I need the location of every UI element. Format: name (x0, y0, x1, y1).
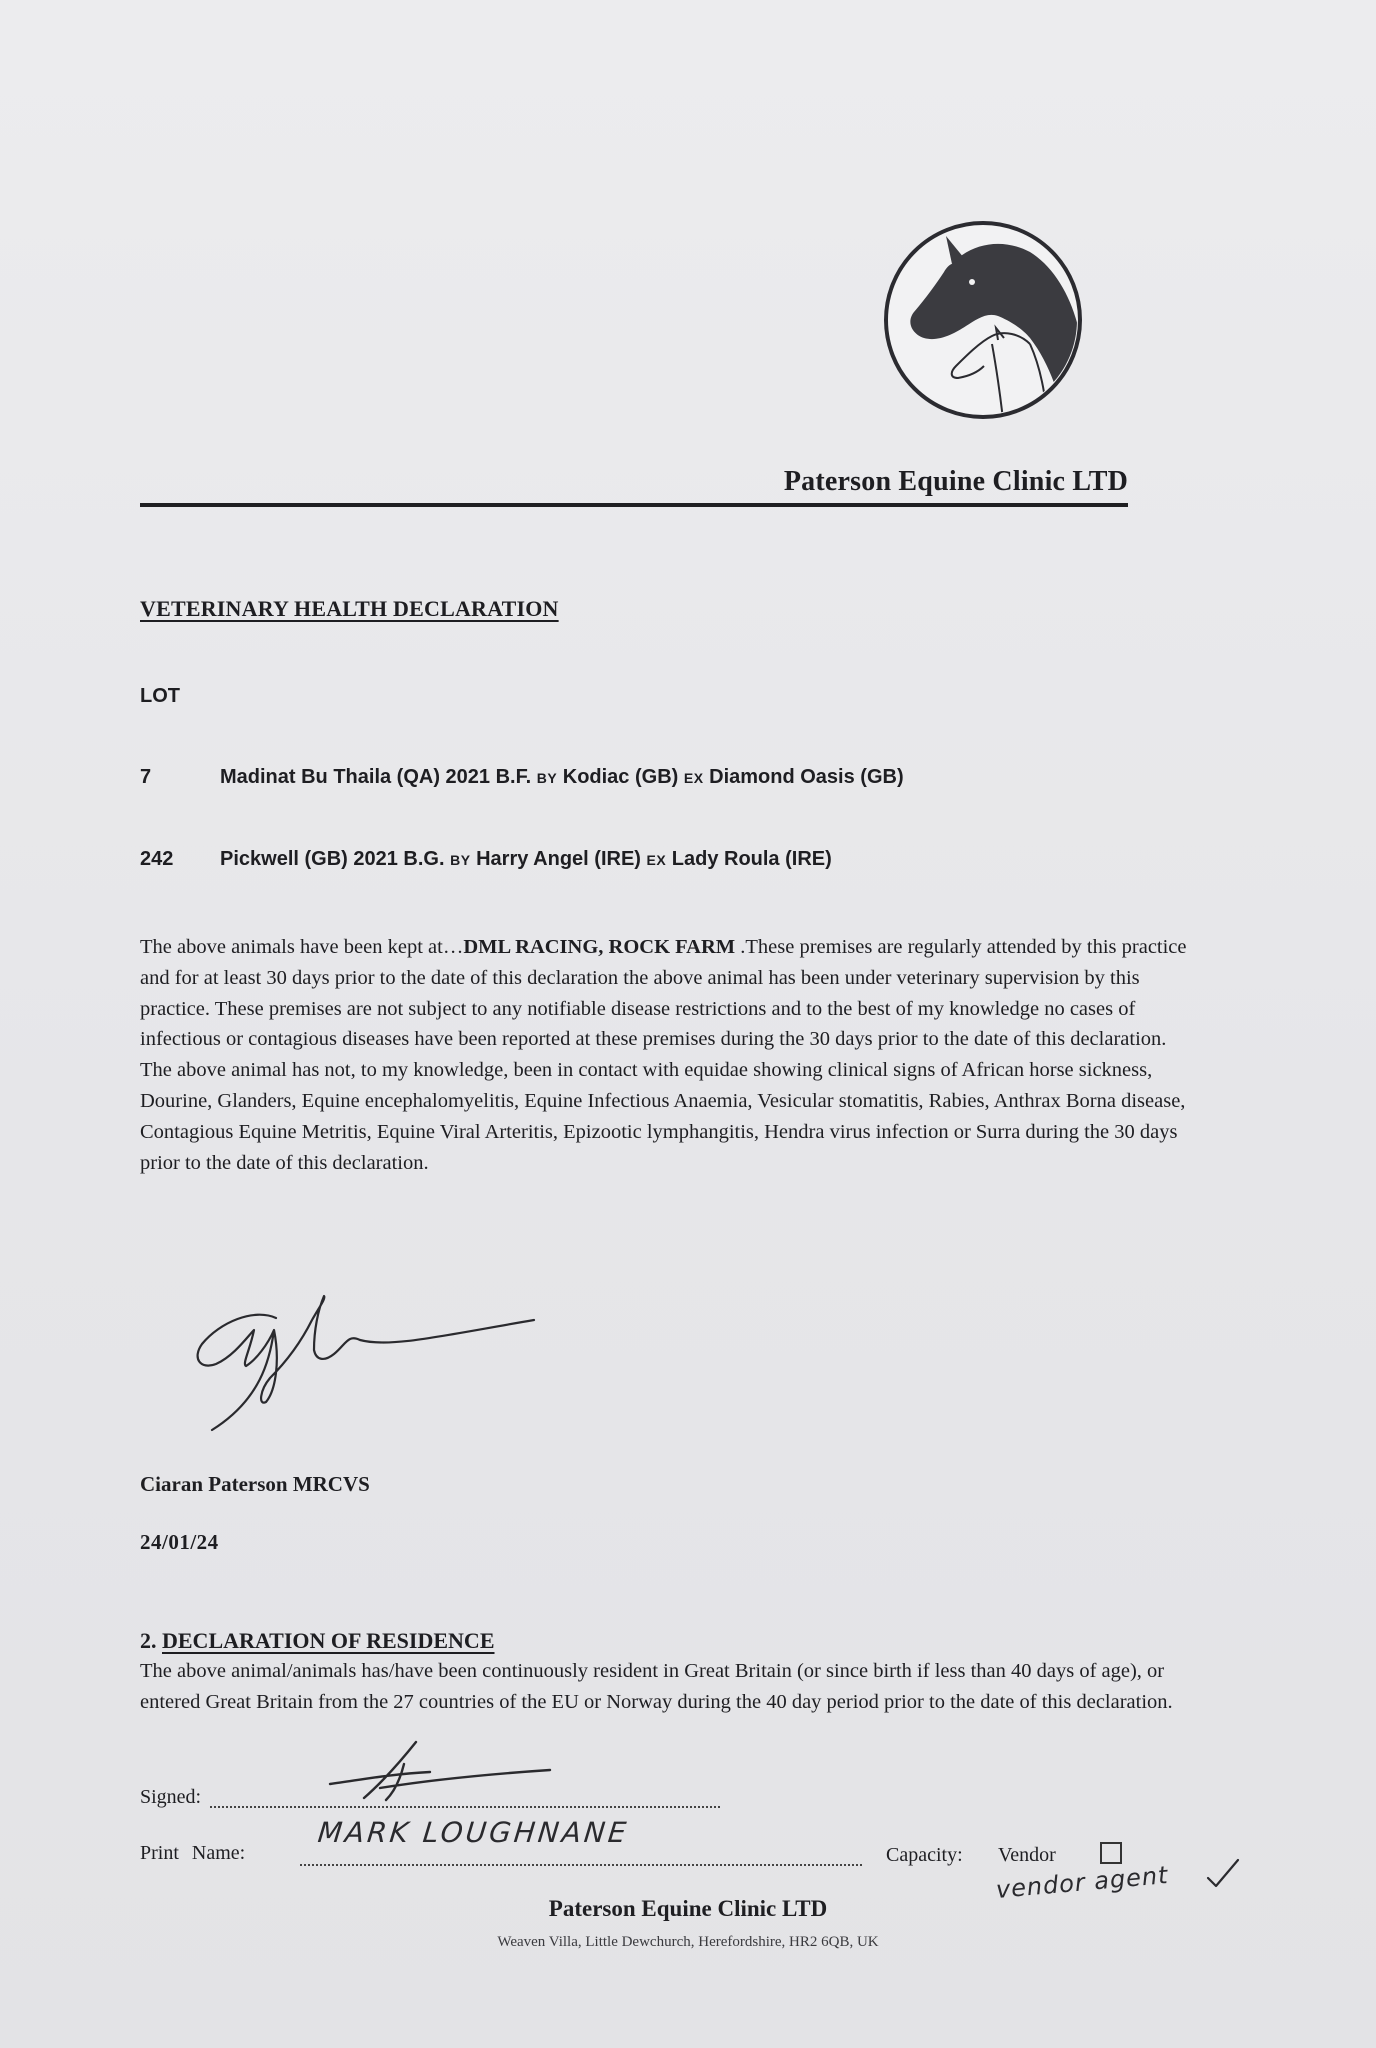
horse-name: Pickwell (GB) 2021 B.G. (220, 848, 445, 870)
handwritten-capacity: vendor agent (994, 1860, 1170, 1904)
horse-logo-icon (880, 216, 1086, 428)
print-name-label: Print Name: (140, 1842, 246, 1864)
dam-name: Lady Roula (IRE) (671, 848, 832, 870)
premises-name: DML RACING, ROCK FARM (463, 936, 736, 958)
body-intro: The above animals have been kept at… (140, 936, 464, 958)
sire-name: Kodiac (GB) (562, 766, 679, 788)
section-title: DECLARATION OF RESIDENCE (162, 1628, 495, 1653)
residence-section-title (140, 1628, 495, 1654)
health-declaration-text (140, 932, 1200, 1178)
sire-name: Harry Angel (IRE) (476, 848, 641, 870)
body-rest: .These premises are regularly attended by this practice and for at least 30 days prior to the date of this declaration the above animal has been under veterinary supervision by this practice. These premises are not subject to any notifiable disease restrictions and to the best of my knowledge no cases of infectious or contagious diseases have been reported at these premises during the 30 days prior to the date of this declaration. The above animal has not, to my knowledge, been in contact with equidae showing clinical signs of African horse sickness, Dourine, Glanders, Equine encephalomyelitis, Equine Infectious Anaemia, Vesicular stomatitis, Rabies, Anthrax Borna disease, Contagious Equine Metritis, Equine Viral Arteritis, Epizootic lymphangitis, Hendra virus infection or Surra during the 30 days prior to the date of this declaration. (140, 936, 1187, 1174)
header-divider (140, 503, 1128, 507)
lot-number: 242 (140, 848, 174, 870)
horse-name: Madinat Bu Thaila (QA) 2021 B.F. (220, 766, 532, 788)
dam-name: Diamond Oasis (GB) (709, 766, 904, 788)
tick-mark-icon (1206, 1858, 1240, 1888)
footer-company-name: Paterson Equine Clinic LTD (548, 1896, 828, 1921)
horse-head-logo (880, 216, 1086, 428)
vendor-label: Vendor (998, 1844, 1056, 1866)
lot-number: 7 (140, 766, 152, 788)
vendor-checkbox[interactable] (1100, 1842, 1122, 1864)
declaration-date: 24/01/24 (140, 1530, 219, 1554)
signed-label: Signed: (140, 1786, 202, 1808)
company-header: Paterson Equine Clinic LTD (783, 466, 1128, 497)
residence-declaration-text: The above animal/animals has/have been continuously resident in Great Britain (or since birth if less than 40 days of age), or entered Great Britain from the 27 countries of the EU or Norway during the 40 day period prior to the date of this declaration. (140, 1660, 1173, 1713)
by-label: BY (450, 852, 471, 868)
footer-address: Weaven Villa, Little Dewchurch, Herefordshire, HR2 6QB, UK (497, 1934, 879, 1950)
signature-line[interactable] (210, 1806, 720, 1808)
lot-heading: LOT (140, 685, 180, 707)
ex-label: EX (683, 770, 704, 786)
owner-signature (320, 1736, 570, 1806)
vet-signature (190, 1270, 550, 1440)
lot-description (220, 848, 832, 871)
document-title: VETERINARY HEALTH DECLARATION (140, 596, 559, 621)
by-label: BY (536, 770, 558, 786)
print-name-value: MARK LOUGHNANE (316, 1816, 631, 1849)
section-number: 2. (140, 1628, 157, 1653)
print-name-line[interactable] (300, 1864, 862, 1866)
vet-name: Ciaran Paterson MRCVS (140, 1472, 370, 1496)
capacity-label: Capacity: (886, 1844, 963, 1866)
lot-description (220, 766, 904, 789)
ex-label: EX (646, 852, 667, 868)
